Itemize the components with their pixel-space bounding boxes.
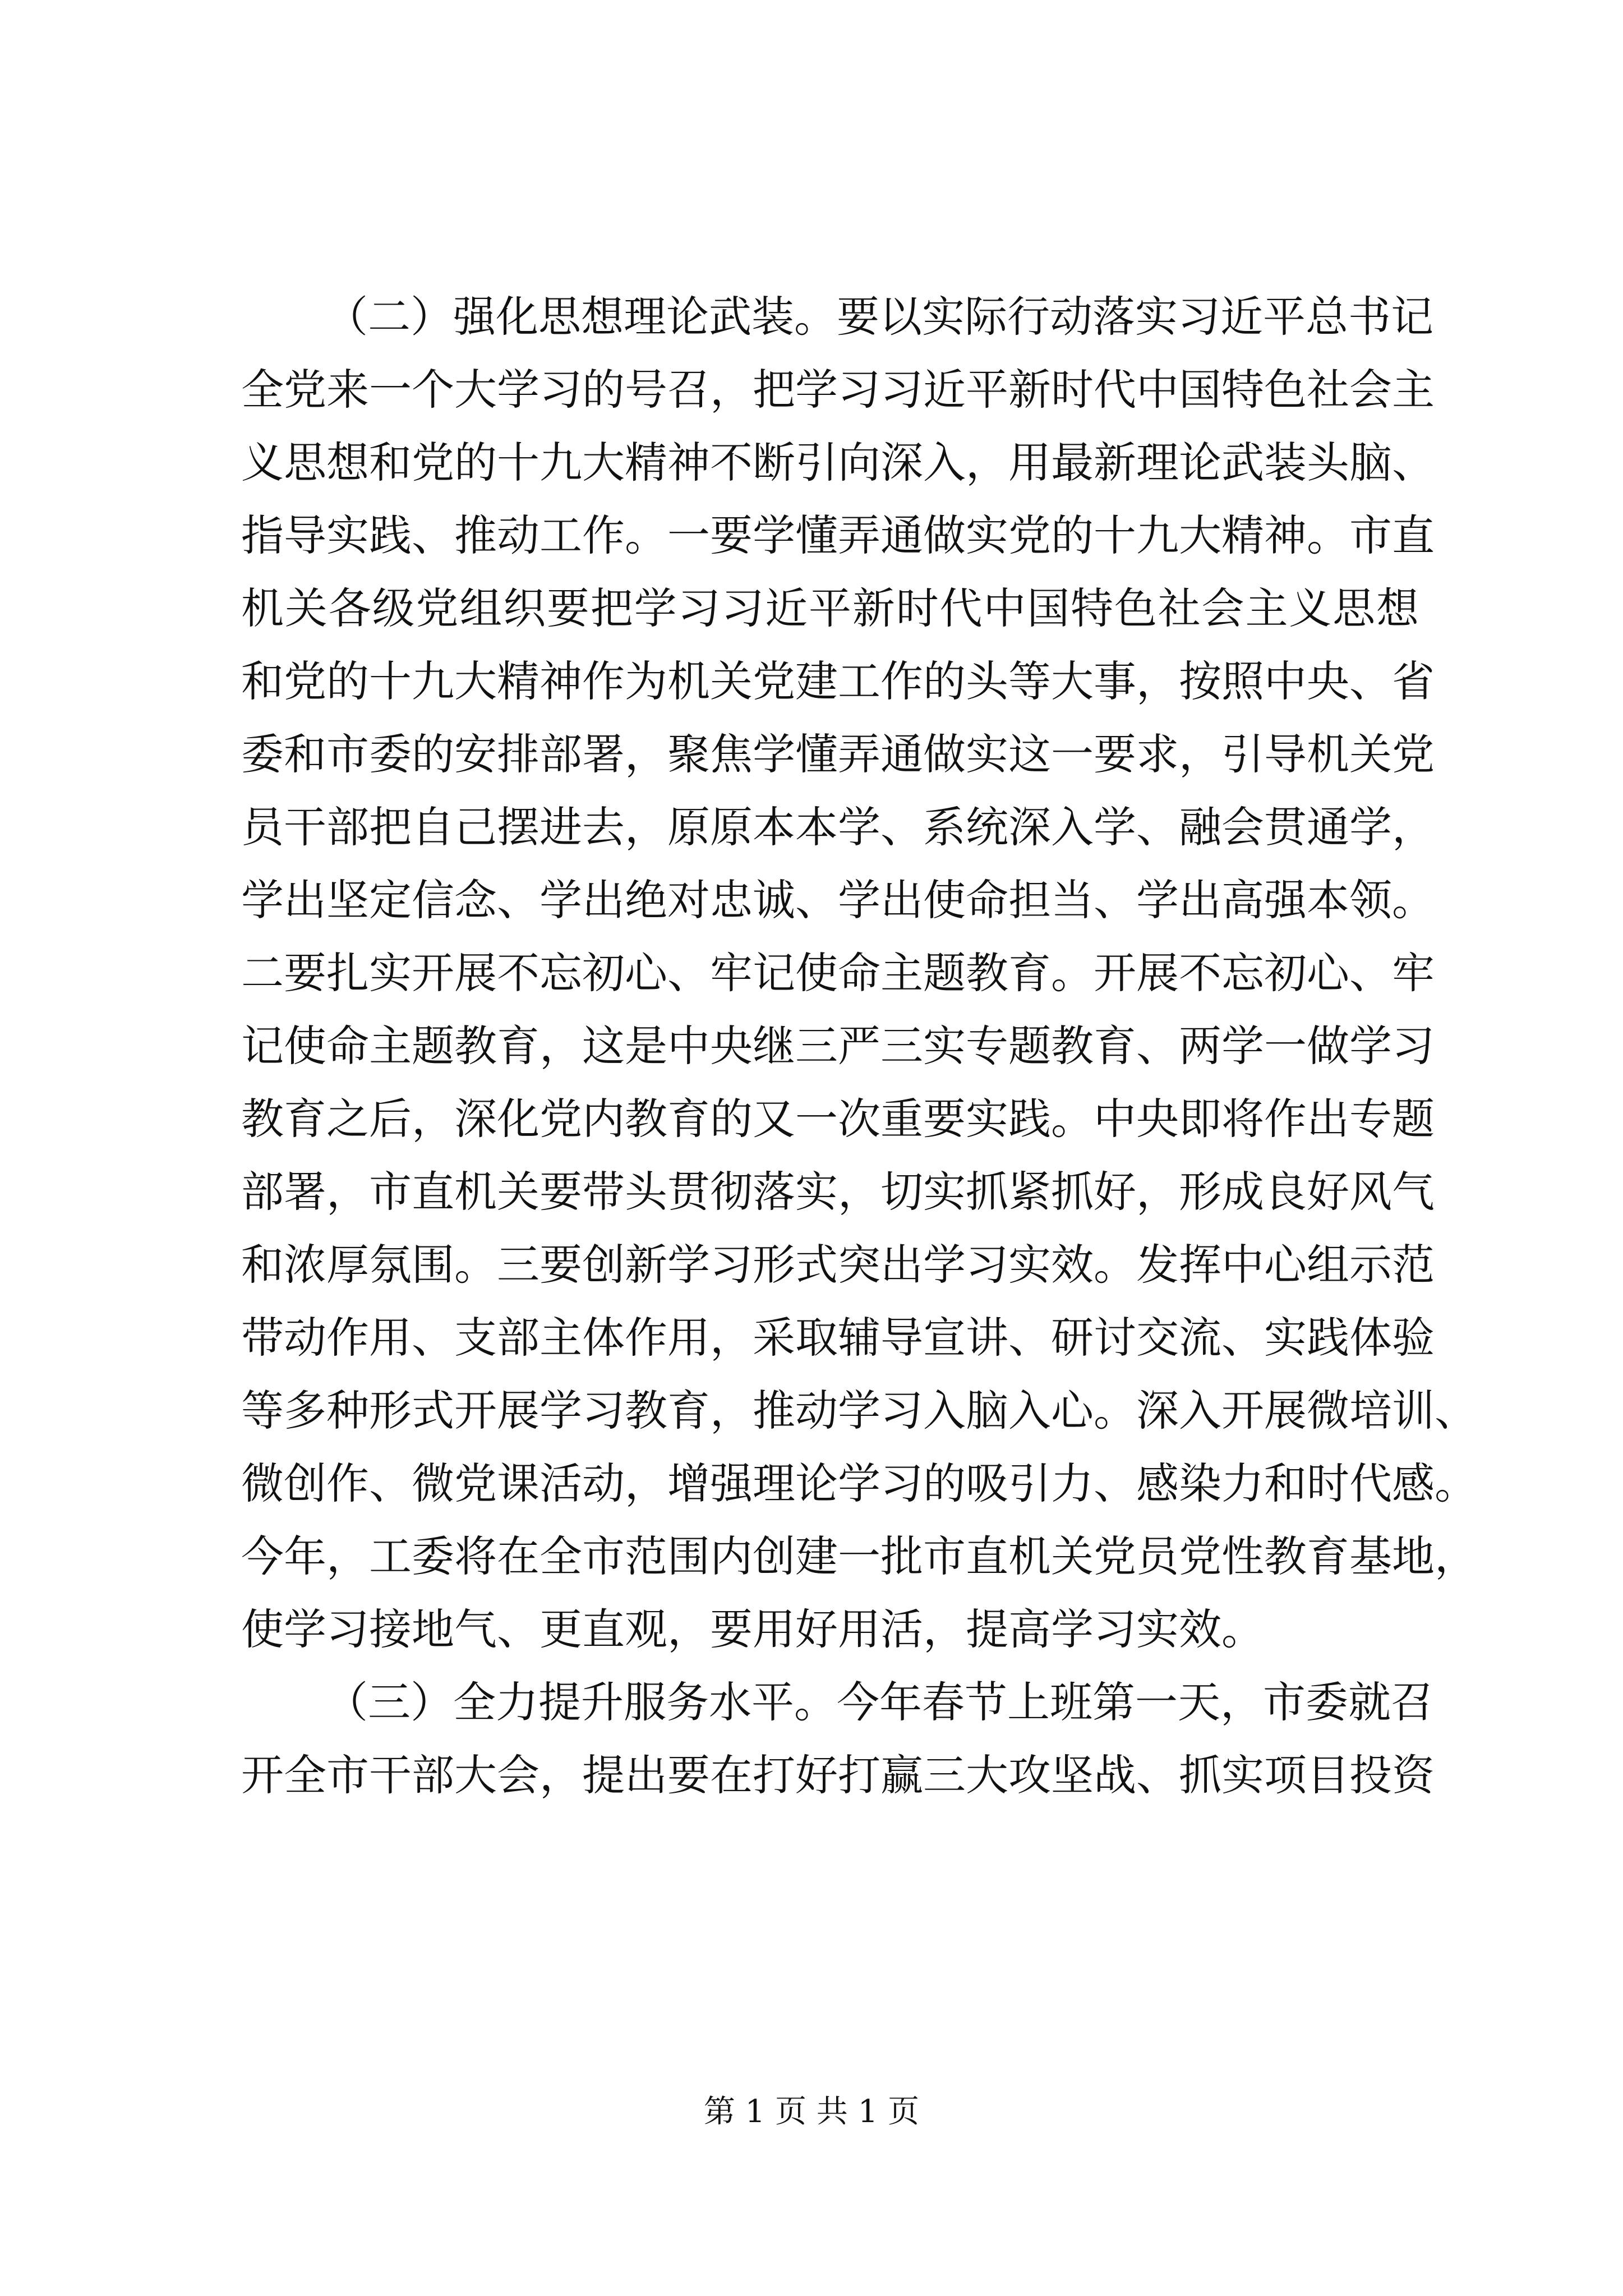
paragraph-line: 义思想和党的十九大精神不断引向深入，用最新理论武装头脑、 [241, 438, 1435, 487]
paragraph-line: 记使命主题教育，这是中央继三严三实专题教育、两学一做学习 [241, 1021, 1435, 1071]
paragraph-line: 带动作用、支部主体作用，采取辅导宣讲、研讨交流、实践体验 [241, 1313, 1435, 1363]
paragraph-line: 开全市干部大会，提出要在打好打赢三大攻坚战、抓实项目投资 [241, 1750, 1435, 1800]
paragraph-line: 全党来一个大学习的号召，把学习习近平新时代中国特色社会主 [241, 365, 1435, 415]
paragraph-line: 二要扎实开展不忘初心、牢记使命主题教育。开展不忘初心、牢 [241, 948, 1435, 998]
paragraph-line: 机关各级党组织要把学习习近平新时代中国特色社会主义思想 [241, 583, 1419, 633]
paragraph-line: 和浓厚氛围。三要创新学习形式突出学习实效。发挥中心组示范 [241, 1240, 1435, 1290]
paragraph-line: 学出坚定信念、学出绝对忠诚、学出使命担当、学出高强本领。 [241, 875, 1435, 925]
document-body [241, 280, 1477, 1812]
paragraph-line: 微创作、微党课活动，增强理论学习的吸引力、感染力和时代感。 [241, 1458, 1477, 1508]
paragraph-line: 使学习接地气、更直观，要用好用活，提高学习实效。 [241, 1604, 1264, 1654]
paragraph-line: 等多种形式开展学习教育，推动学习入脑入心。深入开展微培训、 [241, 1386, 1477, 1435]
paragraph-line: 教育之后，深化党内教育的又一次重要实践。中央即将作出专题 [241, 1094, 1435, 1144]
paragraph-line: 部署，市直机关要带头贯彻落实，切实抓紧抓好，形成良好风气 [241, 1167, 1435, 1217]
page-footer [0, 2090, 1623, 2134]
paragraph-line: 员干部把自己摆进去，原原本本学、系统深入学、融会贯通学， [241, 802, 1435, 852]
paragraph-line: 和党的十九大精神作为机关党建工作的头等大事，按照中央、省 [241, 656, 1435, 706]
page-number-label: 第 1 页 共 1 页 [703, 2093, 920, 2130]
paragraph-line: 委和市委的安排部署，聚焦学懂弄通做实这一要求，引导机关党 [241, 729, 1435, 779]
paragraph-line: 指导实践、推动工作。一要学懂弄通做实党的十九大精神。市直 [241, 510, 1435, 560]
paragraph-line: 今年，工委将在全市范围内创建一批市直机关党员党性教育基地， [241, 1531, 1477, 1581]
paragraph-line: （二）强化思想理论武装。要以实际行动落实习近平总书记 [325, 292, 1433, 342]
paragraph-line: （三）全力提升服务水平。今年春节上班第一天，市委就召 [325, 1677, 1433, 1727]
